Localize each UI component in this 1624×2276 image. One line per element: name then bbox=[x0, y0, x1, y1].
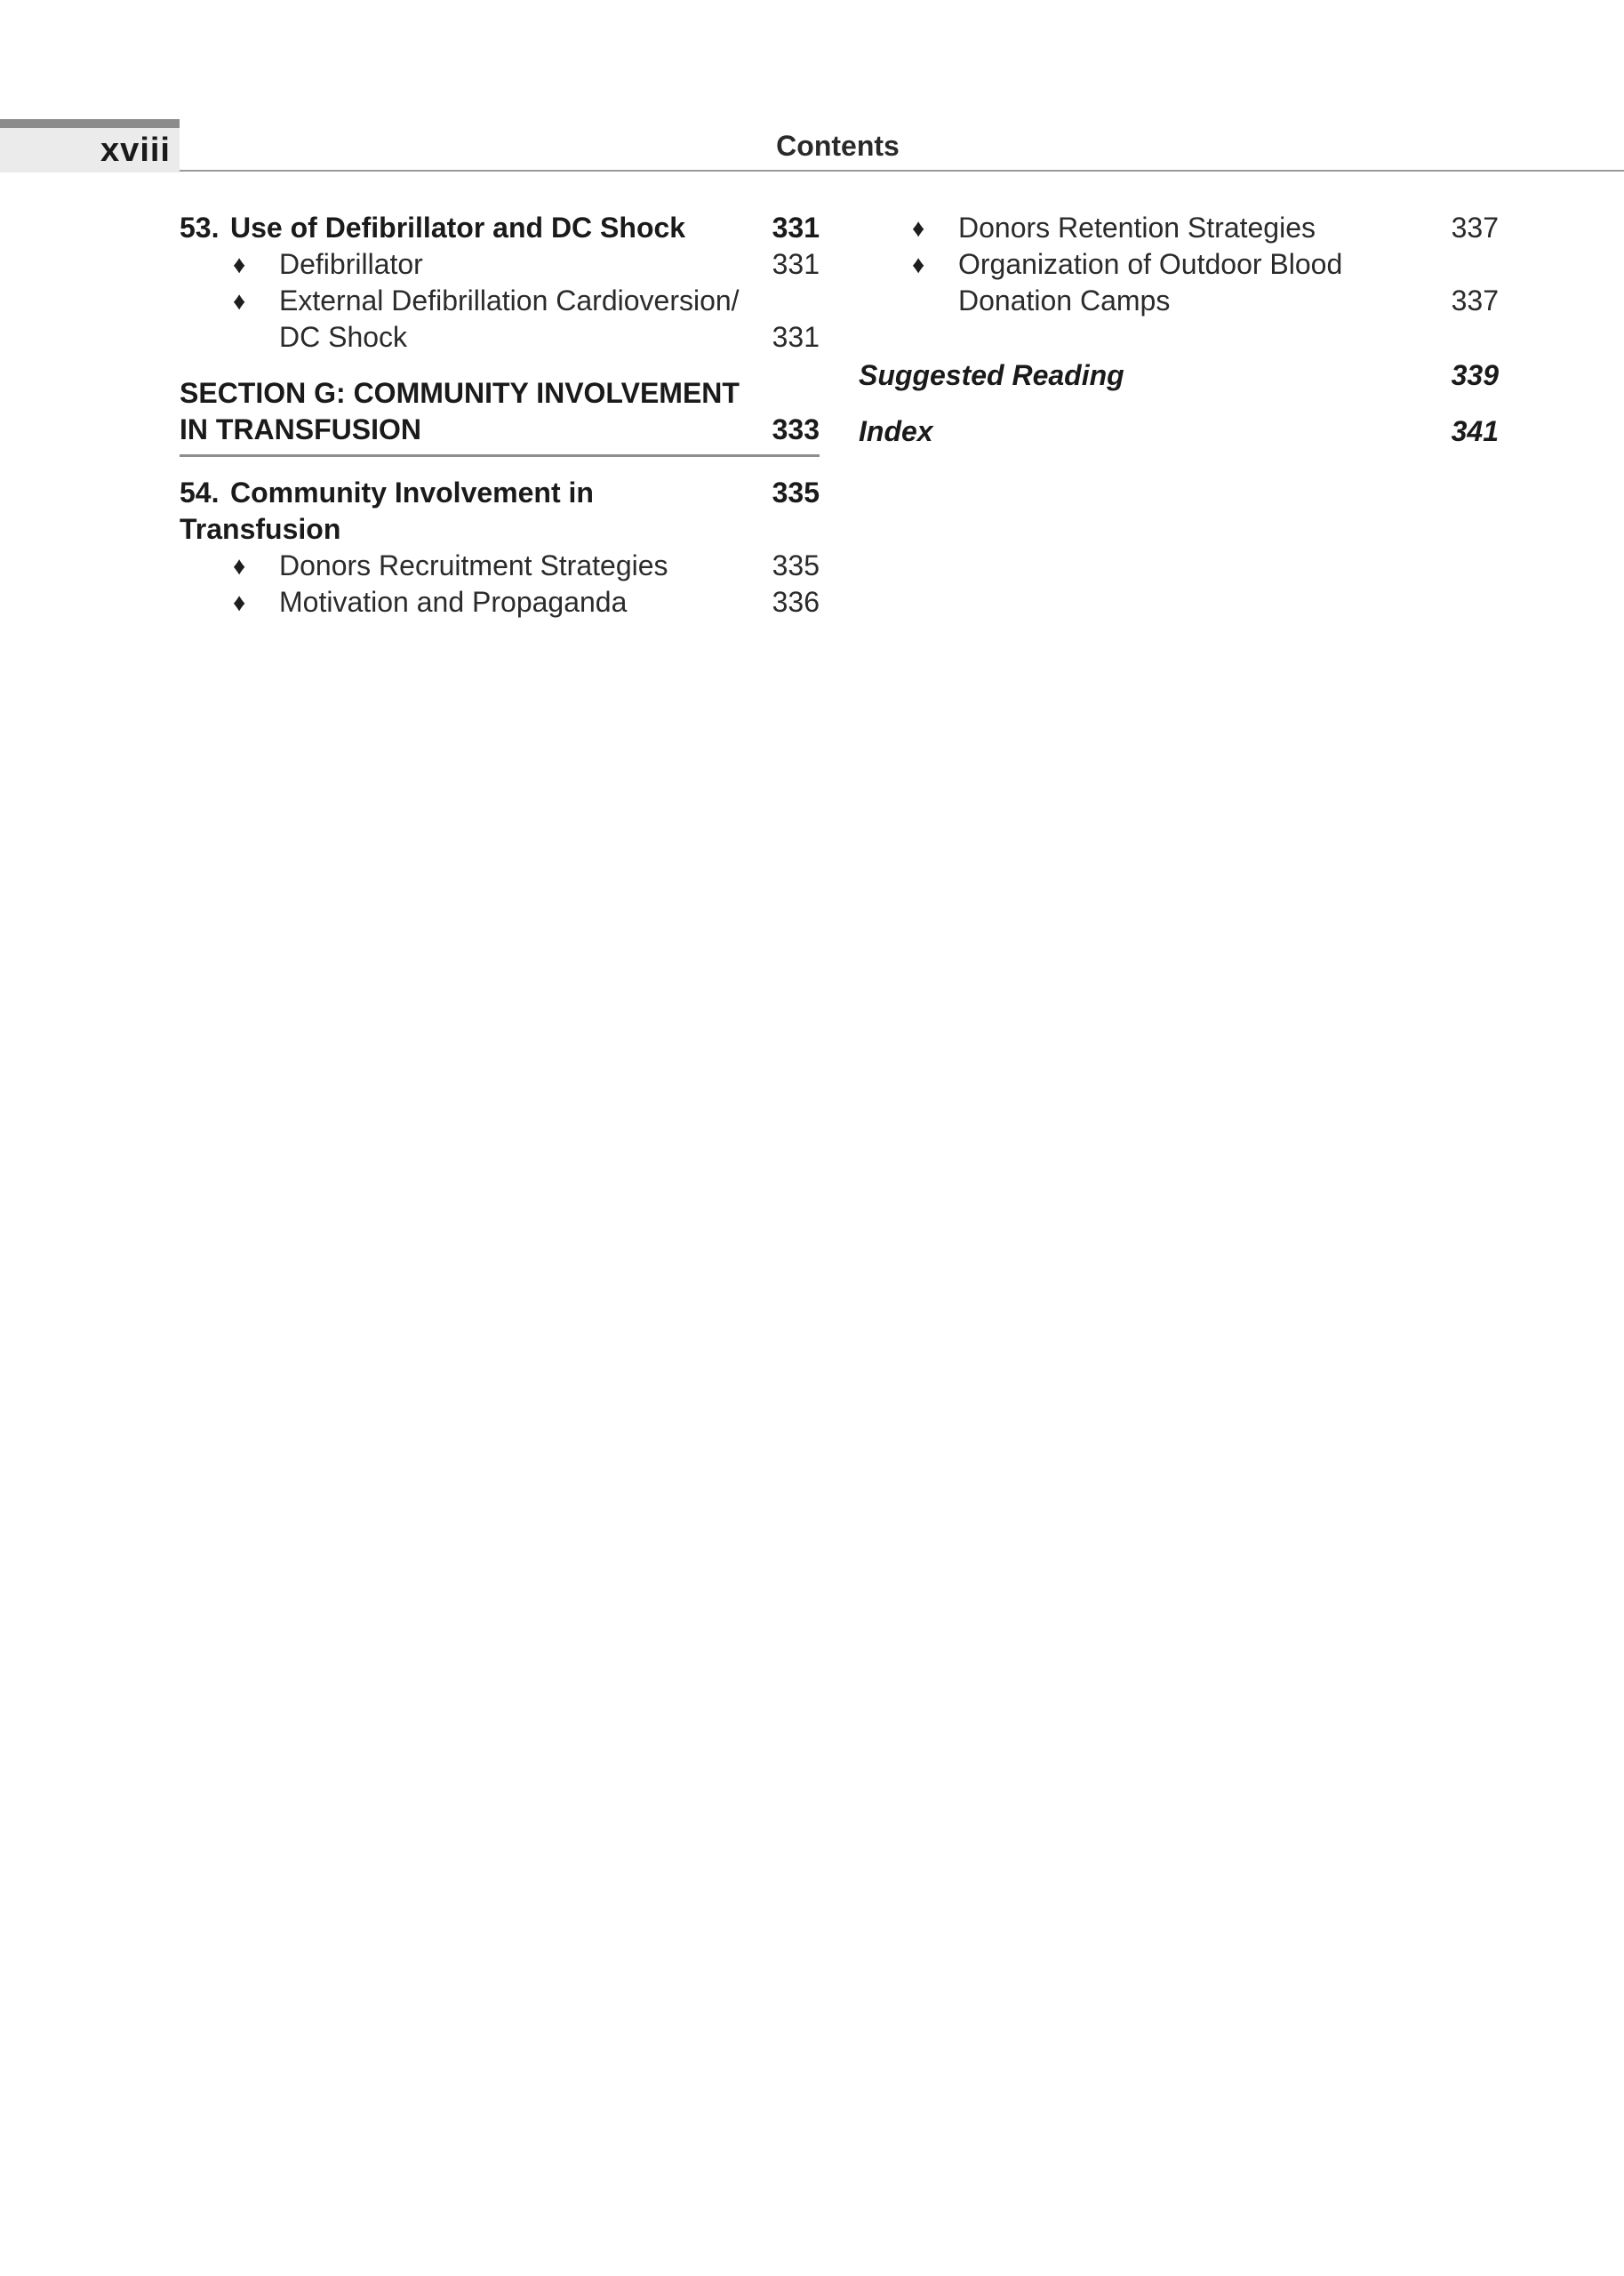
entry-title: Index bbox=[859, 415, 933, 447]
toc-chapter-53[interactable] bbox=[180, 210, 820, 246]
toc-section-g[interactable] bbox=[180, 375, 820, 412]
toc-entry-donors-retention[interactable] bbox=[859, 210, 1499, 246]
entry-title-line2: Donation Camps bbox=[958, 284, 1171, 317]
entry-title: Donors Recruitment Strategies bbox=[279, 549, 668, 581]
toc-entry-motivation[interactable] bbox=[180, 584, 820, 621]
diamond-bullet-icon: ♦ bbox=[912, 214, 925, 242]
toc-entry-external-defibrillation[interactable] bbox=[180, 283, 820, 319]
entry-title-line1: Organization of Outdoor Blood bbox=[958, 248, 1343, 280]
diamond-bullet-icon: ♦ bbox=[233, 251, 246, 278]
toc-entry-defibrillator[interactable] bbox=[180, 246, 820, 283]
diamond-bullet-icon: ♦ bbox=[233, 552, 246, 580]
toc-entry-outdoor-camps-cont[interactable] bbox=[859, 283, 1499, 319]
entry-title: Defibrillator bbox=[279, 248, 423, 280]
entry-title: Donors Retention Strategies bbox=[958, 212, 1316, 244]
chapter-number: 53. bbox=[180, 212, 220, 244]
header-rule bbox=[180, 170, 1624, 172]
page-number: xviii bbox=[100, 132, 171, 169]
entry-page: 337 bbox=[1451, 212, 1499, 244]
section-title-line2: IN TRANSFUSION bbox=[180, 413, 421, 445]
chapter-title: Community Involvement in Transfusion bbox=[180, 477, 594, 545]
section-page: 333 bbox=[772, 413, 820, 445]
entry-title-line1: External Defibrillation Cardioversion/ bbox=[279, 284, 740, 317]
entry-title-line2: DC Shock bbox=[279, 321, 408, 353]
entry-page: 335 bbox=[772, 549, 820, 581]
section-divider bbox=[180, 454, 820, 457]
entry-page: 331 bbox=[772, 321, 820, 353]
toc-entry-donors-recruitment[interactable] bbox=[180, 548, 820, 584]
toc-chapter-54[interactable] bbox=[180, 475, 820, 548]
toc-suggested-reading[interactable] bbox=[859, 357, 1499, 394]
toc-left-column bbox=[180, 210, 820, 621]
entry-page: 336 bbox=[772, 586, 820, 618]
section-title-line1: SECTION G: COMMUNITY INVOLVEMENT bbox=[180, 377, 740, 409]
toc-section-g-cont[interactable] bbox=[180, 412, 820, 448]
chapter-title: Use of Defibrillator and DC Shock bbox=[230, 212, 686, 244]
entry-title: Motivation and Propaganda bbox=[279, 586, 628, 618]
toc-right-column bbox=[859, 210, 1499, 450]
running-head: Contents bbox=[776, 130, 900, 162]
entry-title: Suggested Reading bbox=[859, 359, 1124, 391]
entry-page: 337 bbox=[1451, 284, 1499, 317]
toc-index[interactable] bbox=[859, 413, 1499, 450]
toc-entry-outdoor-camps[interactable] bbox=[859, 246, 1499, 283]
chapter-number: 54. bbox=[180, 477, 220, 509]
entry-page: 331 bbox=[772, 248, 820, 280]
diamond-bullet-icon: ♦ bbox=[233, 589, 246, 616]
diamond-bullet-icon: ♦ bbox=[233, 287, 246, 315]
entry-page: 341 bbox=[1451, 415, 1499, 447]
page-tab-accent-bar bbox=[0, 119, 180, 128]
toc-entry-external-defibrillation-cont[interactable] bbox=[180, 319, 820, 356]
chapter-page: 335 bbox=[772, 477, 820, 509]
diamond-bullet-icon: ♦ bbox=[912, 251, 925, 278]
entry-page: 339 bbox=[1451, 359, 1499, 391]
chapter-page: 331 bbox=[772, 212, 820, 244]
